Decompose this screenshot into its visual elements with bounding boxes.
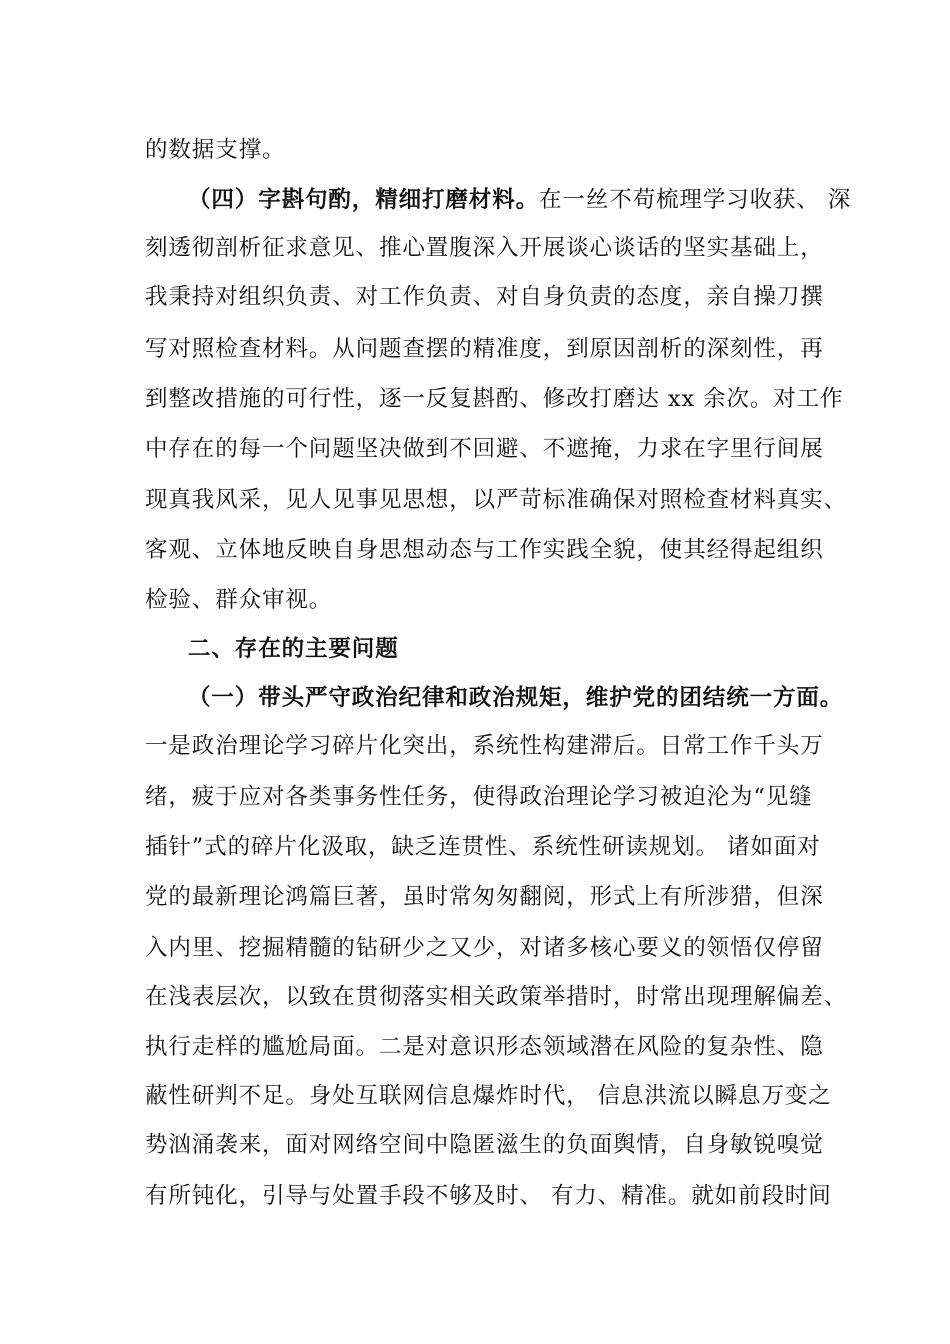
text-line bbox=[145, 777, 845, 817]
line-text: 检验、群众审视。 bbox=[145, 587, 333, 613]
line-text: 有所钝化，引导与处置手段不够及时、 有力、精准。就如前段时间 bbox=[145, 1183, 832, 1209]
text-line bbox=[145, 480, 848, 520]
text-line bbox=[145, 726, 845, 766]
section-heading-4: （四）字斟句酌，精细打磨材料。 bbox=[188, 187, 540, 213]
line-text: 写对照检查材料。从问题查摆的精准度，到原因剖析的深刻性，再 bbox=[145, 336, 824, 362]
text-line bbox=[145, 877, 845, 917]
line-text: 在一丝不苟梳理学习收获、 深 bbox=[539, 187, 852, 213]
text-line bbox=[145, 530, 845, 570]
line-text: 中存在的每一个问题坚决做到不回避、不遮掩，力求在字里行间展 bbox=[145, 436, 824, 462]
line-text: 入内里、挖掘精髓的钻研少之又少，对诸多核心要义的领悟仅停留 bbox=[145, 935, 824, 961]
text-line bbox=[188, 180, 888, 220]
text-line bbox=[188, 678, 888, 718]
text-line bbox=[188, 629, 888, 669]
text-line bbox=[145, 329, 845, 369]
text-line bbox=[145, 827, 845, 867]
text-line bbox=[145, 977, 848, 1017]
line-text: 客观、立体地反映自身思想动态与工作实践全貌，使其经得起组织 bbox=[145, 537, 824, 563]
text-line bbox=[145, 928, 845, 968]
line-text: 蔽性研判不足。身处互联网信息爆炸时代， 信息洪流以瞬息万变之 bbox=[145, 1083, 832, 1109]
line-text: 我秉持对组织负责、对工作负责、对自身负责的态度，亲自操刀撰 bbox=[145, 284, 824, 310]
text-line bbox=[145, 1027, 845, 1067]
text-line bbox=[145, 429, 845, 469]
line-text: 势汹涌袭来，面对网络空间中隐匿滋生的负面舆情，自身敏锐嗅觉 bbox=[145, 1132, 824, 1158]
line-text: 现真我风采，见人见事见思想，以严苛标准确保对照检查材料真实、 bbox=[145, 487, 848, 513]
subsection-heading-1: （一）带头严守政治纪律和政治规矩，维护党的团结统一方面。 bbox=[188, 685, 844, 711]
text-line bbox=[145, 1176, 845, 1216]
section-title: 二、存在的主要问题 bbox=[188, 636, 399, 662]
text-line bbox=[145, 1125, 845, 1165]
line-text: 的数据支撑。 bbox=[145, 137, 286, 163]
line-text: 刻透彻剖析征求意见、推心置腹深入开展谈心谈话的坚实基础上， bbox=[145, 235, 824, 261]
line-text: 一是政治理论学习碎片化突出，系统性构建滞后。日常工作千头万 bbox=[145, 733, 824, 759]
line-text: 党的最新理论鸿篇巨著，虽时常匆匆翻阅，形式上有所涉猎，但深 bbox=[145, 884, 824, 910]
line-text: 插针”式的碎片化汲取，缺乏连贯性、系统性研读规划。 诸如面对 bbox=[145, 834, 821, 860]
text-line bbox=[145, 277, 845, 317]
text-line bbox=[145, 580, 845, 620]
line-text: 绪，疲于应对各类事务性任务，使得政治理论学习被迫沦为“见缝 bbox=[145, 784, 813, 810]
line-text: 到整改措施的可行性，逐一反复斟酌、修改打磨达 xx 余次。对工作 bbox=[145, 386, 844, 412]
text-line bbox=[145, 130, 845, 170]
line-text: 执行走样的尴尬局面。二是对意识形态领域潜在风险的复杂性、隐 bbox=[145, 1034, 824, 1060]
text-line bbox=[145, 379, 845, 419]
text-line bbox=[145, 1076, 845, 1116]
line-text: 在浅表层次，以致在贯彻落实相关政策举措时，时常出现理解偏差、 bbox=[145, 984, 848, 1010]
text-line bbox=[145, 228, 845, 268]
